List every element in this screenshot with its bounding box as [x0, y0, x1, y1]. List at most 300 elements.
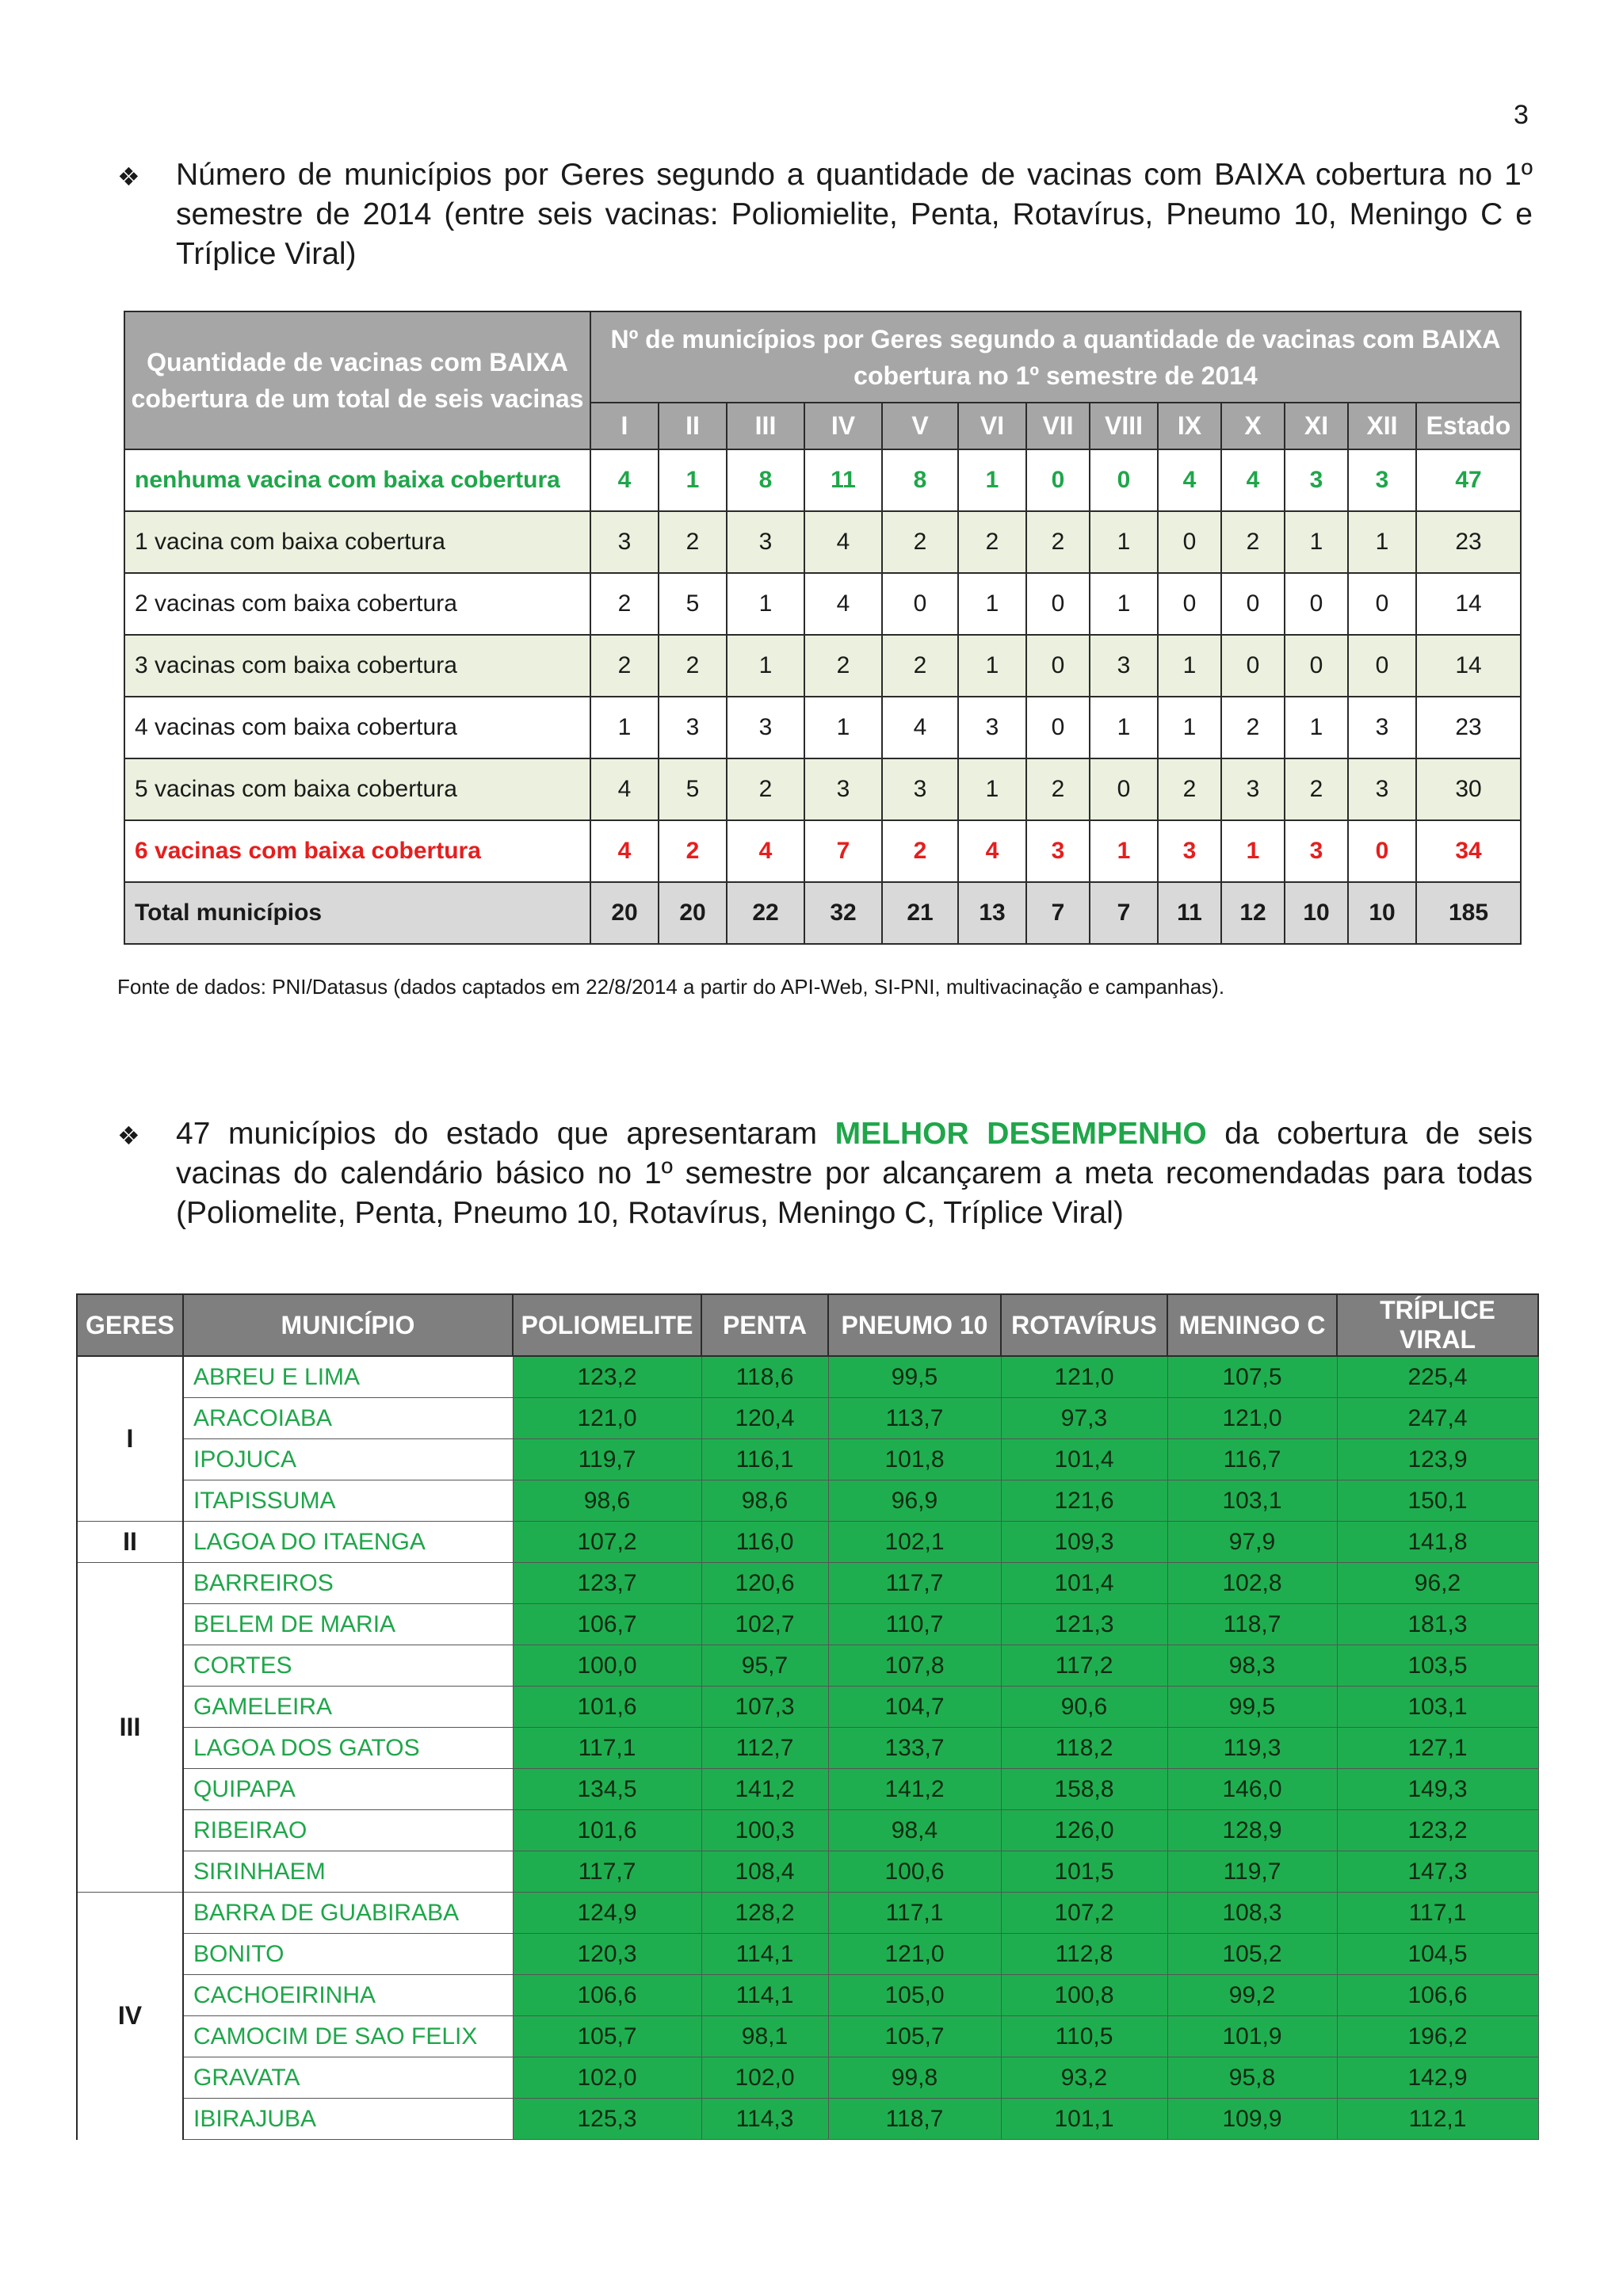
coverage-value: 105,0	[828, 1975, 1001, 2016]
coverage-value: 119,7	[1167, 1851, 1337, 1893]
coverage-value: 117,2	[1001, 1645, 1167, 1687]
column-header-x: X	[1221, 403, 1285, 449]
table-cell: 5	[659, 573, 727, 635]
coverage-value: 106,7	[513, 1604, 701, 1645]
row-header: Quantidade de vacinas com BAIXA cobertura de um total de seis vacinas	[124, 311, 590, 449]
table-cell: 23	[1416, 697, 1521, 758]
table-cell: 11	[804, 449, 882, 511]
table-cell: 4	[1158, 449, 1221, 511]
column-header-vii: VII	[1026, 403, 1090, 449]
coverage-value: 101,8	[828, 1439, 1001, 1480]
municipio-cell: GRAVATA	[183, 2057, 513, 2099]
table-row	[77, 1769, 1538, 1810]
table-cell: 10	[1285, 882, 1348, 944]
coverage-value: 114,1	[701, 1975, 828, 2016]
municipio-cell: CORTES	[183, 1645, 513, 1687]
table-cell: 4	[727, 820, 804, 882]
municipio-cell: ABREU E LIMA	[183, 1356, 513, 1398]
table-cell: 0	[1348, 573, 1416, 635]
table-cell: 2	[590, 573, 659, 635]
coverage-value: 102,8	[1167, 1563, 1337, 1604]
table-cell: 2	[804, 635, 882, 697]
table-row	[124, 511, 1521, 573]
table-cell: 7	[1026, 882, 1090, 944]
table-row	[77, 1480, 1538, 1522]
coverage-value: 99,2	[1167, 1975, 1337, 2016]
table-cell: 14	[1416, 573, 1521, 635]
coverage-value: 112,8	[1001, 1934, 1167, 1975]
table-cell: 4	[1221, 449, 1285, 511]
table-cell: 1	[727, 635, 804, 697]
coverage-value: 121,6	[1001, 1480, 1167, 1522]
coverage-value: 147,3	[1337, 1851, 1538, 1893]
table-cell: 0	[1026, 573, 1090, 635]
coverage-value: 121,0	[828, 1934, 1001, 1975]
geres-cell: I	[77, 1356, 183, 1522]
table-cell: 1	[1221, 820, 1285, 882]
municipio-cell: QUIPAPA	[183, 1769, 513, 1810]
coverage-value: 124,9	[513, 1893, 701, 1934]
table-row	[77, 1439, 1538, 1480]
coverage-value: 101,4	[1001, 1563, 1167, 1604]
table-cell: 0	[1221, 573, 1285, 635]
table-cell: 5	[659, 758, 727, 820]
column-header: TRÍPLICE VIRAL	[1337, 1294, 1538, 1356]
coverage-value: 112,1	[1337, 2099, 1538, 2140]
coverage-value: 96,9	[828, 1480, 1001, 1522]
coverage-value: 127,1	[1337, 1728, 1538, 1769]
table-cell: 1	[958, 758, 1026, 820]
table-cell: 13	[958, 882, 1026, 944]
table-cell: 34	[1416, 820, 1521, 882]
coverage-value: 116,0	[701, 1522, 828, 1563]
table-cell: 1	[1158, 635, 1221, 697]
municipio-cell: BARREIROS	[183, 1563, 513, 1604]
table-cell: 32	[804, 882, 882, 944]
diamond-bullet-icon: ❖	[117, 162, 140, 191]
coverage-value: 99,5	[828, 1356, 1001, 1398]
coverage-value: 118,6	[701, 1356, 828, 1398]
coverage-value: 112,7	[701, 1728, 828, 1769]
table-cell: 1	[1090, 573, 1158, 635]
coverage-value: 114,3	[701, 2099, 828, 2140]
coverage-value: 117,1	[513, 1728, 701, 1769]
table-cell: 4	[590, 449, 659, 511]
coverage-value: 121,0	[1001, 1356, 1167, 1398]
coverage-value: 141,8	[1337, 1522, 1538, 1563]
coverage-value: 99,8	[828, 2057, 1001, 2099]
coverage-value: 93,2	[1001, 2057, 1167, 2099]
coverage-value: 123,7	[513, 1563, 701, 1604]
coverage-value: 121,3	[1001, 1604, 1167, 1645]
coverage-value: 100,8	[1001, 1975, 1167, 2016]
table-row	[77, 1728, 1538, 1769]
table-cell: 3	[882, 758, 958, 820]
coverage-value: 102,1	[828, 1522, 1001, 1563]
column-header-v: V	[882, 403, 958, 449]
geres-cell: IV	[77, 1893, 183, 2140]
table-cell: 2	[590, 635, 659, 697]
municipio-cell: SIRINHAEM	[183, 1851, 513, 1893]
coverage-value: 105,7	[513, 2016, 701, 2057]
table-cell: 0	[1158, 573, 1221, 635]
row-label: 2 vacinas com baixa cobertura	[124, 573, 590, 635]
table-row	[77, 1934, 1538, 1975]
table-row	[124, 635, 1521, 697]
table-cell: 1	[804, 697, 882, 758]
coverage-value: 101,5	[1001, 1851, 1167, 1893]
coverage-value: 113,7	[828, 1398, 1001, 1439]
coverage-value: 109,9	[1167, 2099, 1337, 2140]
row-label: Total municípios	[124, 882, 590, 944]
coverage-value: 104,5	[1337, 1934, 1538, 1975]
municipio-cell: GAMELEIRA	[183, 1687, 513, 1728]
coverage-value: 158,8	[1001, 1769, 1167, 1810]
table-cell: 3	[1348, 758, 1416, 820]
table-cell: 3	[659, 697, 727, 758]
coverage-value: 106,6	[513, 1975, 701, 2016]
table-cell: 2	[882, 635, 958, 697]
row-label: 5 vacinas com baixa cobertura	[124, 758, 590, 820]
table-cell: 2	[727, 758, 804, 820]
coverage-value: 95,8	[1167, 2057, 1337, 2099]
coverage-value: 103,1	[1337, 1687, 1538, 1728]
table-cell: 1	[1090, 697, 1158, 758]
coverage-value: 101,4	[1001, 1439, 1167, 1480]
table-cell: 2	[882, 820, 958, 882]
column-header-iv: IV	[804, 403, 882, 449]
coverage-value: 90,6	[1001, 1687, 1167, 1728]
table-cell: 1	[1285, 697, 1348, 758]
coverage-value: 99,5	[1167, 1687, 1337, 1728]
row-label: 3 vacinas com baixa cobertura	[124, 635, 590, 697]
table-cell: 4	[882, 697, 958, 758]
table-cell: 4	[804, 573, 882, 635]
coverage-value: 98,6	[701, 1480, 828, 1522]
table-cell: 4	[804, 511, 882, 573]
geres-cell: II	[77, 1522, 183, 1563]
table-cell: 0	[1348, 635, 1416, 697]
section-1-paragraph	[117, 155, 1533, 274]
row-label: nenhuma vacina com baixa cobertura	[124, 449, 590, 511]
table-cell: 1	[1348, 511, 1416, 573]
coverage-value: 114,1	[701, 1934, 828, 1975]
coverage-value: 100,0	[513, 1645, 701, 1687]
column-header: GERES	[77, 1294, 183, 1356]
table-cell: 3	[1348, 697, 1416, 758]
table-cell: 3	[727, 697, 804, 758]
municipio-cell: ITAPISSUMA	[183, 1480, 513, 1522]
municipio-cell: RIBEIRAO	[183, 1810, 513, 1851]
column-header: PENTA	[701, 1294, 828, 1356]
table-cell: 14	[1416, 635, 1521, 697]
column-header-viii: VIII	[1090, 403, 1158, 449]
coverage-value: 150,1	[1337, 1480, 1538, 1522]
table-cell: 1	[659, 449, 727, 511]
coverage-value: 102,0	[701, 2057, 828, 2099]
table-cell: 30	[1416, 758, 1521, 820]
table-cell: 0	[1158, 511, 1221, 573]
coverage-value: 116,1	[701, 1439, 828, 1480]
table-cell: 11	[1158, 882, 1221, 944]
table-cell: 0	[1090, 758, 1158, 820]
coverage-value: 117,1	[1337, 1893, 1538, 1934]
coverage-value: 134,5	[513, 1769, 701, 1810]
coverage-value: 126,0	[1001, 1810, 1167, 1851]
table-row	[77, 1522, 1538, 1563]
coverage-value: 97,9	[1167, 1522, 1337, 1563]
table-cell: 1	[1090, 820, 1158, 882]
coverage-value: 133,7	[828, 1728, 1001, 1769]
coverage-value: 121,0	[1167, 1398, 1337, 1439]
coverage-value: 141,2	[701, 1769, 828, 1810]
coverage-value: 95,7	[701, 1645, 828, 1687]
table-row	[124, 697, 1521, 758]
table-row	[77, 1563, 1538, 1604]
table-cell: 10	[1348, 882, 1416, 944]
coverage-value: 110,5	[1001, 2016, 1167, 2057]
table-cell: 2	[659, 820, 727, 882]
table-cell: 4	[590, 758, 659, 820]
table-cell: 3	[958, 697, 1026, 758]
municipio-cell: LAGOA DOS GATOS	[183, 1728, 513, 1769]
table-row	[124, 449, 1521, 511]
section-2-text-before: 47 municípios do estado que apresentaram	[176, 1117, 835, 1151]
table-row	[77, 1893, 1538, 1934]
table-cell: 3	[1285, 820, 1348, 882]
coverage-value: 142,9	[1337, 2057, 1538, 2099]
table-cell: 3	[1221, 758, 1285, 820]
coverage-value: 117,1	[828, 1893, 1001, 1934]
coverage-value: 104,7	[828, 1687, 1001, 1728]
table-cell: 2	[1221, 511, 1285, 573]
municipio-cell: BONITO	[183, 1934, 513, 1975]
column-header-ix: IX	[1158, 403, 1221, 449]
table-cell: 22	[727, 882, 804, 944]
coverage-value: 121,0	[513, 1398, 701, 1439]
table-cell: 2	[1158, 758, 1221, 820]
coverage-value: 101,9	[1167, 2016, 1337, 2057]
table-row	[124, 758, 1521, 820]
table-row	[124, 882, 1521, 944]
table-cell: 2	[1026, 511, 1090, 573]
coverage-value: 128,2	[701, 1893, 828, 1934]
coverage-value: 247,4	[1337, 1398, 1538, 1439]
row-label: 6 vacinas com baixa cobertura	[124, 820, 590, 882]
column-header: ROTAVÍRUS	[1001, 1294, 1167, 1356]
table-cell: 1	[1158, 697, 1221, 758]
coverage-value: 107,3	[701, 1687, 828, 1728]
coverage-value: 196,2	[1337, 2016, 1538, 2057]
table-cell: 2	[1026, 758, 1090, 820]
coverage-value: 101,6	[513, 1810, 701, 1851]
municipio-cell: CACHOEIRINHA	[183, 1975, 513, 2016]
column-header-iii: III	[727, 403, 804, 449]
coverage-value: 123,9	[1337, 1439, 1538, 1480]
table-cell: 3	[1090, 635, 1158, 697]
coverage-value: 117,7	[828, 1563, 1001, 1604]
page-number: 3	[1514, 100, 1529, 130]
column-header: MENINGO C	[1167, 1294, 1337, 1356]
coverage-value: 146,0	[1167, 1769, 1337, 1810]
coverage-value: 116,7	[1167, 1439, 1337, 1480]
coverage-value: 109,3	[1001, 1522, 1167, 1563]
table-cell: 0	[1285, 635, 1348, 697]
coverage-value: 103,1	[1167, 1480, 1337, 1522]
coverage-value: 119,7	[513, 1439, 701, 1480]
municipio-cell: BELEM DE MARIA	[183, 1604, 513, 1645]
table-cell: 4	[958, 820, 1026, 882]
coverage-value: 119,3	[1167, 1728, 1337, 1769]
table-cell: 3	[727, 511, 804, 573]
municipio-cell: IBIRAJUBA	[183, 2099, 513, 2140]
table-cell: 2	[1221, 697, 1285, 758]
table-row	[77, 1851, 1538, 1893]
coverage-value: 123,2	[513, 1356, 701, 1398]
coverage-value: 96,2	[1337, 1563, 1538, 1604]
column-header-ii: II	[659, 403, 727, 449]
coverage-value: 149,3	[1337, 1769, 1538, 1810]
column-header-i: I	[590, 403, 659, 449]
table-cell: 3	[804, 758, 882, 820]
table-row	[77, 1604, 1538, 1645]
best-performance-table	[76, 1293, 1539, 2140]
coverage-value: 97,3	[1001, 1398, 1167, 1439]
table-cell: 20	[590, 882, 659, 944]
section-2-paragraph	[117, 1114, 1533, 1233]
table-cell: 3	[1348, 449, 1416, 511]
table-row	[77, 1398, 1538, 1439]
coverage-value: 103,5	[1337, 1645, 1538, 1687]
column-header: PNEUMO 10	[828, 1294, 1001, 1356]
table-cell: 23	[1416, 511, 1521, 573]
column-header-vi: VI	[958, 403, 1026, 449]
section-2-text	[176, 1114, 1533, 1233]
coverage-value: 106,6	[1337, 1975, 1538, 2016]
coverage-value: 125,3	[513, 2099, 701, 2140]
table-row	[77, 2016, 1538, 2057]
coverage-value: 105,2	[1167, 1934, 1337, 1975]
table-row	[77, 2057, 1538, 2099]
table-cell: 20	[659, 882, 727, 944]
table-cell: 1	[1285, 511, 1348, 573]
table-cell: 1	[958, 635, 1026, 697]
table-row	[124, 573, 1521, 635]
coverage-value: 128,9	[1167, 1810, 1337, 1851]
table-cell: 2	[659, 635, 727, 697]
section-1-text: Número de municípios por Geres segundo a quantidade de vacinas com BAIXA cobertura no 1º semestre de 2014 (entre seis vacinas: Poliomielite, Penta, Rotavírus, Pneumo 10, Meningo C e Tríplice Viral)	[176, 158, 1533, 271]
low-coverage-table	[124, 311, 1522, 945]
group-header: Nº de municípios por Geres segundo a quantidade de vacinas com BAIXA cobertura no 1º semestre de 2014	[590, 311, 1521, 403]
municipio-cell: ARACOIABA	[183, 1398, 513, 1439]
municipio-cell: CAMOCIM DE SAO FELIX	[183, 2016, 513, 2057]
table-cell: 0	[1285, 573, 1348, 635]
municipio-cell: LAGOA DO ITAENGA	[183, 1522, 513, 1563]
coverage-value: 98,1	[701, 2016, 828, 2057]
table-row	[124, 820, 1521, 882]
coverage-value: 141,2	[828, 1769, 1001, 1810]
table-cell: 7	[804, 820, 882, 882]
geres-cell: III	[77, 1563, 183, 1893]
coverage-value: 120,3	[513, 1934, 701, 1975]
table-cell: 185	[1416, 882, 1521, 944]
table-cell: 2	[958, 511, 1026, 573]
table-cell: 0	[882, 573, 958, 635]
coverage-value: 108,4	[701, 1851, 828, 1893]
table-cell: 1	[958, 449, 1026, 511]
coverage-value: 107,2	[1001, 1893, 1167, 1934]
table-cell: 3	[1026, 820, 1090, 882]
coverage-value: 120,4	[701, 1398, 828, 1439]
coverage-value: 107,5	[1167, 1356, 1337, 1398]
coverage-value: 225,4	[1337, 1356, 1538, 1398]
coverage-value: 102,0	[513, 2057, 701, 2099]
table-row	[77, 1687, 1538, 1728]
table-cell: 0	[1026, 635, 1090, 697]
coverage-value: 123,2	[1337, 1810, 1538, 1851]
coverage-value: 101,6	[513, 1687, 701, 1728]
coverage-value: 102,7	[701, 1604, 828, 1645]
table-cell: 47	[1416, 449, 1521, 511]
table-row	[77, 1975, 1538, 2016]
table-cell: 0	[1026, 449, 1090, 511]
table-cell: 2	[659, 511, 727, 573]
table-cell: 4	[590, 820, 659, 882]
column-header: POLIOMELITE	[513, 1294, 701, 1356]
table-cell: 1	[590, 697, 659, 758]
table-row	[77, 1645, 1538, 1687]
table-cell: 8	[882, 449, 958, 511]
coverage-value: 118,2	[1001, 1728, 1167, 1769]
column-header: MUNICÍPIO	[183, 1294, 513, 1356]
column-header-xii: XII	[1348, 403, 1416, 449]
municipio-cell: BARRA DE GUABIRABA	[183, 1893, 513, 1934]
coverage-value: 100,6	[828, 1851, 1001, 1893]
table-cell: 3	[1158, 820, 1221, 882]
section-2-text-after: da cobertura de seis vacinas do calendário básico no 1º semestre por alcançarem a meta recomendadas para todas (Poliomelite, Penta, Pneumo 10, Rotavírus, Meningo C, Tríplice Viral)	[176, 1117, 1533, 1230]
column-header-xi: XI	[1285, 403, 1348, 449]
table-row	[77, 1810, 1538, 1851]
section-2-highlight: MELHOR DESEMPENHO	[834, 1117, 1207, 1151]
coverage-value: 98,4	[828, 1810, 1001, 1851]
table-cell: 7	[1090, 882, 1158, 944]
coverage-value: 98,3	[1167, 1645, 1337, 1687]
table-cell: 3	[1285, 449, 1348, 511]
row-label: 1 vacina com baixa cobertura	[124, 511, 590, 573]
coverage-value: 118,7	[828, 2099, 1001, 2140]
coverage-value: 105,7	[828, 2016, 1001, 2057]
table-cell: 12	[1221, 882, 1285, 944]
coverage-value: 181,3	[1337, 1604, 1538, 1645]
table-cell: 0	[1221, 635, 1285, 697]
table-cell: 0	[1090, 449, 1158, 511]
table-cell: 21	[882, 882, 958, 944]
table-row	[77, 1356, 1538, 1398]
coverage-value: 118,7	[1167, 1604, 1337, 1645]
coverage-value: 117,7	[513, 1851, 701, 1893]
table-cell: 1	[958, 573, 1026, 635]
coverage-value: 108,3	[1167, 1893, 1337, 1934]
coverage-value: 98,6	[513, 1480, 701, 1522]
table-cell: 0	[1026, 697, 1090, 758]
table-cell: 1	[727, 573, 804, 635]
table-cell: 1	[1090, 511, 1158, 573]
municipio-cell: IPOJUCA	[183, 1439, 513, 1480]
coverage-value: 100,3	[701, 1810, 828, 1851]
diamond-bullet-icon: ❖	[117, 1121, 140, 1150]
coverage-value: 107,8	[828, 1645, 1001, 1687]
column-header-estado: Estado	[1416, 403, 1521, 449]
